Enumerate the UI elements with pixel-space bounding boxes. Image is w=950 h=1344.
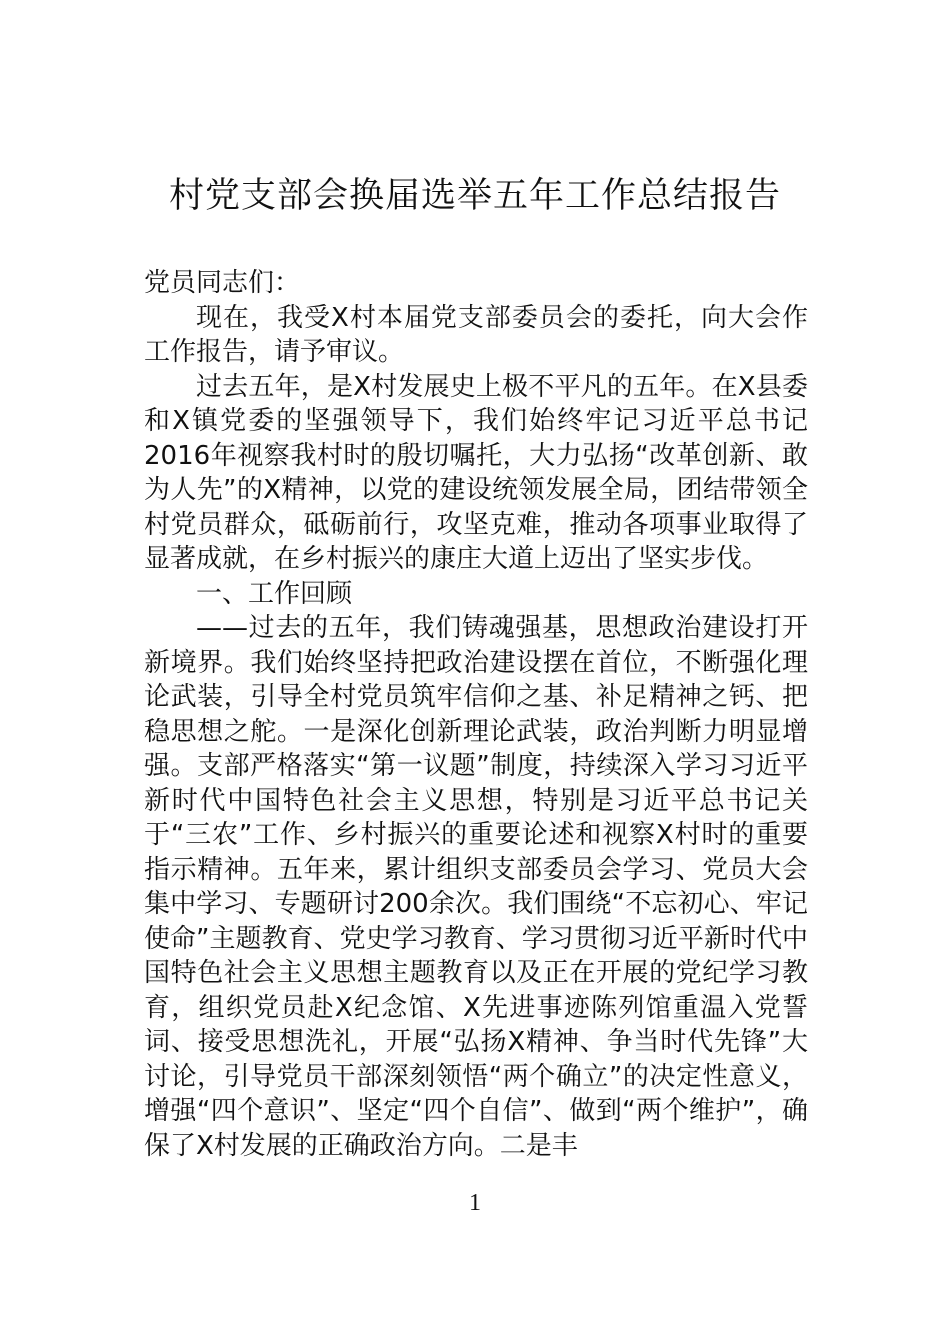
document-title: 村党支部会换届选举五年工作总结报告 xyxy=(168,176,781,216)
page-number: 1 xyxy=(469,1190,481,1216)
document-body xyxy=(144,266,808,1163)
paragraph-overview: 过去五年，是X村发展史上极不平凡的五年。在X县委和X镇党委的坚强领导下，我们始终牢记习近平总书记2016年视察我村时的殷切嘱托，大力弘扬“改革创新、敢为人先”的X精神，以党的建设统领发展全局，团结带领全村党员群众，砥砺前行，攻坚克难，推动各项事业取得了显著成就，在乡村振兴的康庄大道上迈出了坚实步伐。 xyxy=(144,371,808,574)
paragraph-intro: 现在，我受X村本届党支部委员会的委托，向大会作工作报告，请予审议。 xyxy=(144,302,808,367)
salutation: 党员同志们： xyxy=(144,268,301,298)
section-heading: 一、工作回顾 xyxy=(196,578,353,609)
paragraph-political-building: ——过去的五年，我们铸魂强基，思想政治建设打开新境界。我们始终坚持把政治建设摆在首位，不断强化理论武装，引导全村党员筑牢信仰之基、补足精神之钙、把稳思想之舵。一是深化创新理论武装，政治判断力明显增强。支部严格落实“第一议题”制度，持续深入学习习近平新时代中国特色社会主义思想，特别是习近平总书记关于“三农”工作、乡村振兴的重要论述和视察X村时的重要指示精神。五年来，累计组织支部委员会学习、党员大会集中学习、专题研讨200余次。我们围绕“不忘初心、牢记使命”主题教育、党史学习教育、学习贯彻习近平新时代中国特色社会主义思想主题教育以及正在开展的党纪学习教育，组织党员赴X纪念馆、X先进事迹陈列馆重温入党誓词、接受思想洗礼，开展“弘扬X精神、争当时代先锋”大讨论，引导党员干部深刻领悟“两个确立”的决定性意义，增强“四个意识”、坚定“四个自信”、做到“两个维护”，确保了X村发展的正确政治方向。二是丰 xyxy=(144,613,808,1161)
